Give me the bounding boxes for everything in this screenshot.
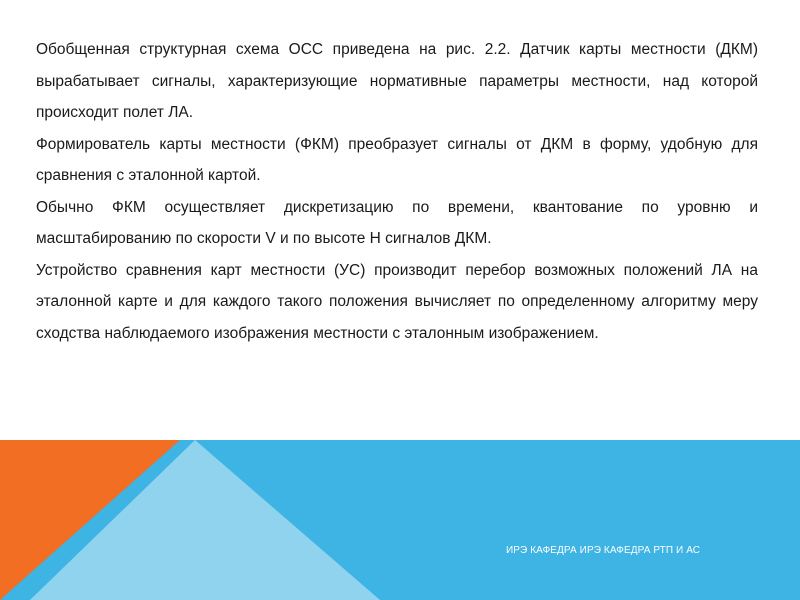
paragraph-3: Обычно ФКМ осуществляет дискретизацию по времени, квантование по уровню и масштабированию по скорости V и по высоте H сигналов ДКМ. [36,198,758,247]
footer-text: ИРЭ КАФЕДРА ИРЭ КАФЕДРА РТП И АС [506,545,701,556]
paragraph-2: Формирователь карты местности (ФКМ) преобразует сигналы от ДКМ в форму, удобную для сравнения с эталонной картой. [36,135,758,184]
paragraph-4: Устройство сравнения карт местности (УС) производит перебор возможных положений ЛА на эталонной карте и для каждого такого положения вычисляет по определенному алгоритму меру сходства наблюдаемого изображения местности с эталонным изображением. [36,261,758,342]
paragraph-1: Обобщенная структурная схема ОСС приведена на рис. 2.2. Датчик карты местности (ДКМ) вырабатывает сигналы, характеризующие нормативные параметры местности, над которой происходит полет ЛА. [36,41,758,121]
